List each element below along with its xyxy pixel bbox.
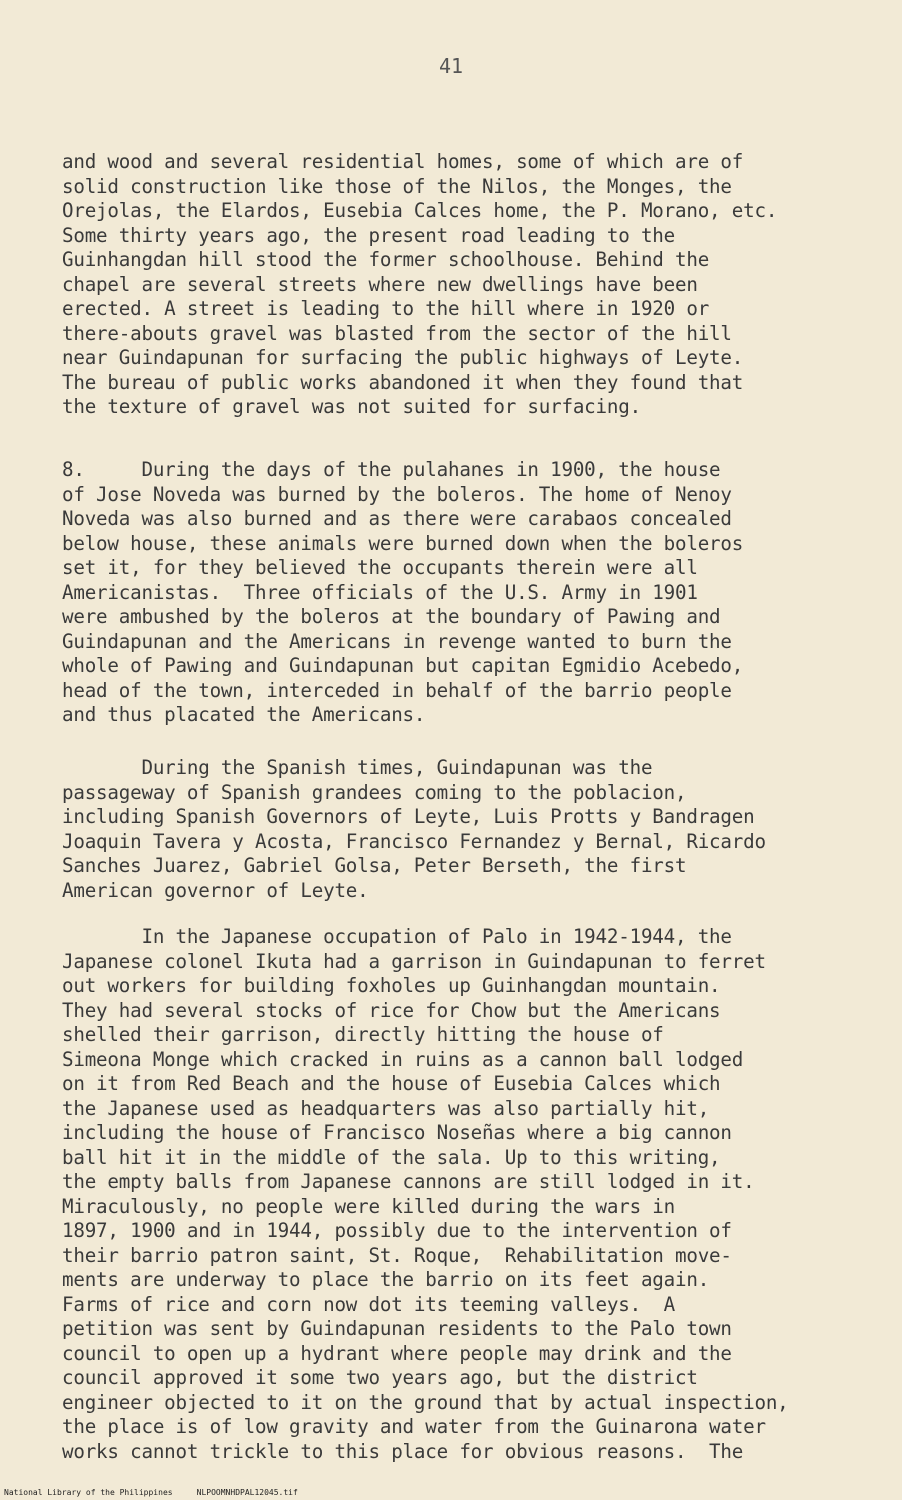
text-line: solid construction like those of the Nilos, the Monges, the — [62, 174, 732, 198]
text-line: and thus placated the Americans. — [62, 703, 426, 726]
paragraph-4 — [62, 925, 862, 1464]
text-line: the texture of gravel was not suited for surfacing. — [62, 395, 641, 418]
text-line: Americanistas. Three officials of the U.S. Army in 1901 — [62, 580, 698, 604]
text-line: Guindapunan and the Americans in revenge wanted to burn the — [62, 629, 732, 653]
paragraph-3 — [62, 756, 862, 903]
text-line: ments are underway to place the barrio on its feet again. — [62, 1268, 710, 1291]
text-line: erected. A street is leading to the hill where in 1920 or — [62, 297, 710, 320]
text-line: the Japanese used as headquarters was also partially hit, — [62, 1096, 710, 1120]
page-number: 41 — [438, 54, 464, 78]
text-line: on it from Red Beach and the house of Eusebia Calces which — [62, 1072, 721, 1095]
text-line: Some thirty years ago, the present road leading to the — [62, 223, 675, 247]
text-line: council to open up a hydrant where people may drink and the — [62, 1341, 732, 1365]
text-line: set it, for they believed the occupants therein were all — [62, 556, 698, 579]
text-line: below house, these animals were burned down when the boleros — [62, 531, 744, 555]
text-line: Sanches Juarez, Gabriel Golsa, Peter Berseth, the first — [62, 854, 687, 877]
text-line: and wood and several residential homes, some of which are of — [62, 150, 744, 173]
text-line: ball hit it in the middle of the sala. Up to this writing, — [62, 1145, 721, 1169]
text-line: Japanese colonel Ikuta had a garrison in Guindapunan to ferret — [62, 949, 766, 973]
text-line: Noveda was also burned and as there were carabaos concealed — [62, 507, 732, 530]
text-line: American governor of Leyte. — [62, 878, 369, 902]
text-line: out workers for building foxholes up Guinhangdan mountain. — [62, 974, 721, 997]
text-line: shelled their garrison, directly hitting the house of — [62, 1023, 664, 1046]
paragraph-2 — [62, 458, 862, 728]
text-line: Orejolas, the Elardos, Eusebia Calces home, the P. Morano, etc. — [62, 199, 778, 222]
text-line: The bureau of public works abandoned it when they found that — [62, 370, 744, 394]
text-line: head of the town, interceded in behalf of the barrio people — [62, 678, 732, 702]
text-line: works cannot trickle to this place for obvious reasons. The — [62, 1439, 744, 1463]
text-line: of Jose Noveda was burned by the boleros. The home of Nenoy — [62, 482, 732, 506]
text-line: chapel are several streets where new dwellings have been — [62, 272, 698, 296]
text-line: Miraculously, no people were killed during the wars in — [62, 1194, 675, 1218]
text-line: there-abouts gravel was blasted from the sector of the hill — [62, 321, 732, 345]
text-line: Joaquin Tavera y Acosta, Francisco Fernandez y Bernal, Ricardo — [62, 829, 766, 853]
text-line: In the Japanese occupation of Palo in 1942-1944, the — [62, 925, 732, 948]
text-line: the place is of low gravity and water from the Guinarona water — [62, 1415, 766, 1438]
text-line: were ambushed by the boleros at the boundary of Pawing and — [62, 605, 721, 628]
text-line: the empty balls from Japanese cannons are still lodged in it. — [62, 1170, 755, 1193]
text-line: Guinhangdan hill stood the former schoolhouse. Behind the — [62, 248, 710, 271]
text-line: Simeona Monge which cracked in ruins as a cannon ball lodged — [62, 1047, 744, 1071]
text-line: 8. During the days of the pulahanes in 1900, the house — [62, 458, 721, 481]
text-line: passageway of Spanish grandees coming to the poblacion, — [62, 780, 687, 804]
text-line: 1897, 1900 and in 1944, possibly due to the intervention of — [62, 1219, 732, 1242]
text-line: council approved it some two years ago, but the district — [62, 1366, 698, 1389]
archive-footer: National Library of the Philippines NLPOOMNHDPAL12045.tif — [4, 1488, 298, 1497]
text-line: whole of Pawing and Guindapunan but capitan Egmidio Acebedo, — [62, 654, 744, 677]
text-line: engineer objected to it on the ground that by actual inspection, — [62, 1390, 789, 1414]
text-line: During the Spanish times, Guindapunan was the — [62, 756, 653, 779]
text-line: petition was sent by Guindapunan residents to the Palo town — [62, 1317, 732, 1340]
text-line: including Spanish Governors of Leyte, Luis Protts y Bandragen — [62, 805, 755, 828]
text-line: their barrio patron saint, St. Roque, Rehabilitation move- — [62, 1243, 732, 1267]
paragraph-1 — [62, 150, 862, 420]
text-line: near Guindapunan for surfacing the public highways of Leyte. — [62, 346, 744, 369]
text-line: including the house of Francisco Noseñas where a big cannon — [62, 1121, 732, 1144]
text-line: They had several stocks of rice for Chow but the Americans — [62, 998, 721, 1022]
text-line: Farms of rice and corn now dot its teeming valleys. A — [62, 1292, 675, 1316]
